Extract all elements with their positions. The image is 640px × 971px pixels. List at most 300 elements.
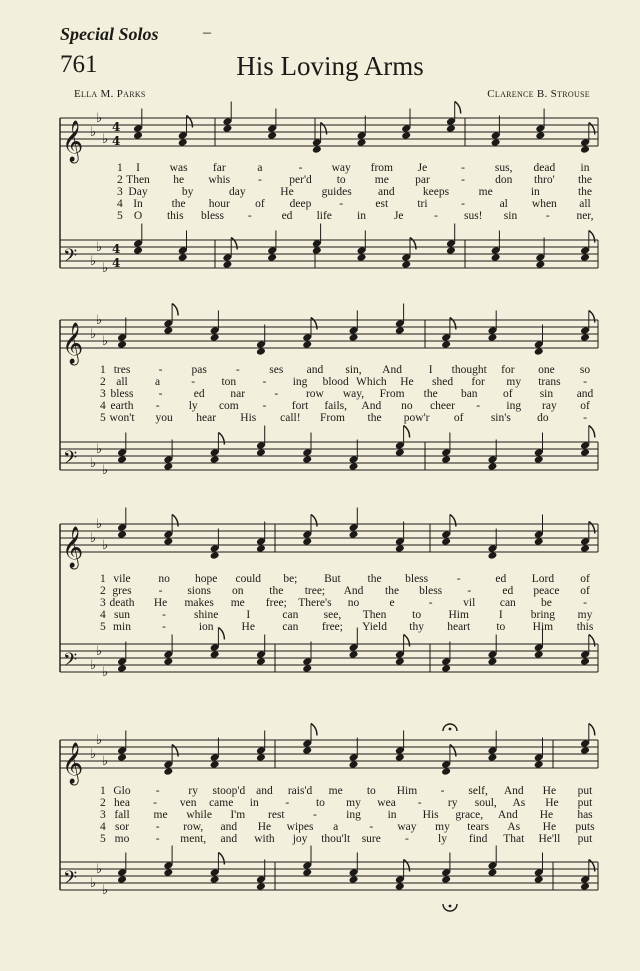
verse-number: 1 [117,162,123,174]
lyric-word: fails, [324,400,348,412]
lyric-word: - [153,797,157,809]
note-head [267,124,277,133]
note-flag [589,231,595,243]
lyric-word: - [155,833,160,845]
lyric-word: - [545,210,550,222]
lyric-word: - [461,198,465,210]
lyric-word: heart [447,621,471,633]
flat-sign-icon: ♭ [96,240,103,255]
lyric-word: And [382,364,402,376]
lyric-word: in [580,162,590,174]
flat-sign-icon: ♭ [90,747,97,762]
lyric-word: the [577,174,593,186]
note-head [534,760,544,769]
lyric-word: pas [191,364,207,376]
note-head [535,260,545,269]
note-head [267,131,277,140]
lyric-word: trans [538,376,561,388]
lyric-word: ed [502,585,514,597]
verse-number: 3 [117,186,123,198]
lyric-word: - [405,833,409,845]
lyric-word: ner, [576,210,594,222]
lyric-line [0,621,640,635]
note-head [222,117,232,126]
lyric-word: cheer [430,400,455,412]
note-head [302,530,312,539]
lyric-word: from [370,162,393,174]
note-head [210,643,220,652]
fermata-icon [443,904,457,911]
lyric-word: And [361,400,382,412]
note-head [210,544,220,553]
verse-number: 2 [100,797,106,809]
note-head [534,455,544,464]
lyric-word: gres [112,585,132,597]
note-head [163,861,173,870]
note-head [312,239,322,248]
lyric-word: Him [448,609,469,621]
note-flag [187,116,193,128]
lyric-word: thro' [534,174,555,186]
note-head [580,138,590,147]
verse-number: 5 [100,833,106,845]
flat-sign-icon: ♭ [90,658,97,673]
lyric-word: He [241,621,255,633]
lyric-word: - [298,162,303,174]
note-head [133,131,143,140]
lyric-word: one [538,364,555,376]
lyric-word: ed [281,210,293,222]
flat-sign-icon: ♭ [102,334,109,349]
verse-number: 3 [100,388,106,400]
note-head [441,530,451,539]
lyric-word: O [133,210,143,222]
lyric-word: while [186,809,212,821]
note-head [580,650,590,659]
note-head [210,455,220,464]
note-head [349,333,359,342]
lyric-word: He [280,186,294,198]
lyric-word: I'm [230,809,246,821]
author-credit: Ella M. Parks [74,88,146,100]
lyric-word: all [116,376,128,388]
note-head [395,650,405,659]
lyric-word: He'll [538,833,561,845]
lyric-word: - [257,174,262,186]
note-head [302,340,312,349]
note-head [395,875,405,884]
lyric-word: way [397,821,417,833]
note-head [302,455,312,464]
lyric-word: rais'd [287,785,313,797]
note-head [395,448,405,457]
note-head [487,868,497,877]
note-head [395,319,405,328]
lyric-word: That [503,833,525,845]
note-head [117,868,127,877]
note-head [487,455,497,464]
note-head [256,650,266,659]
lyric-word: deep [289,198,312,210]
note-head [210,551,220,560]
lyric-word: be [540,597,552,609]
note-head [349,760,359,769]
note-head [178,253,188,262]
note-head [487,746,497,755]
lyric-word: - [467,585,472,597]
lyric-word: He [400,376,414,388]
note-head [210,448,220,457]
note-head [441,657,451,666]
lyric-word: As [507,821,521,833]
lyric-word: won't [109,412,135,424]
lyric-word: could [235,573,262,585]
note-head [534,875,544,884]
note-head [580,746,590,755]
note-head [395,882,405,891]
note-head [534,643,544,652]
note-head [441,868,451,877]
lyric-word: But [324,573,341,585]
note-head [302,537,312,546]
lyric-word: He [153,597,168,609]
lyric-word: to [336,174,346,186]
note-head [117,530,127,539]
note-head [446,239,456,248]
note-head [163,537,173,546]
verse-number: 3 [100,809,106,821]
note-head [395,746,405,755]
lyric-word: on [232,585,244,597]
lyric-word: of [580,400,590,412]
lyric-word: I [136,162,140,174]
lyric-word: sin, [345,364,362,376]
note-head [487,753,497,762]
lyric-word: nar [230,388,246,400]
note-flag [404,426,410,438]
lyric-word: per'd [289,174,312,186]
lyric-word: for [501,364,515,376]
flat-sign-icon: ♭ [90,254,97,269]
time-signature: 4 [112,120,121,134]
lyric-word: As [512,797,526,809]
fermata-dot [449,905,452,908]
flat-sign-icon: ♭ [102,132,109,147]
note-head [178,138,188,147]
flat-sign-icon: ♭ [90,456,97,471]
note-head [441,760,451,769]
lyric-word: - [461,162,465,174]
lyric-word: - [440,785,445,797]
lyric-word: my [346,797,361,809]
note-head [580,326,590,335]
note-head [534,448,544,457]
section-label: Special Solos [60,24,159,44]
lyric-word: can [282,621,299,633]
note-head [302,664,312,673]
lyric-word: peace [533,585,560,597]
verse-number: 5 [117,210,123,222]
note-head [580,882,590,891]
lyric-word: tears [467,821,489,833]
bass-clef-icon: 𝄢 [63,448,78,473]
lyric-word: puts [575,821,595,833]
lyric-word: Him [396,785,418,797]
note-head [441,340,451,349]
lyric-word: His [240,412,257,424]
note-head [441,448,451,457]
lyric-word: can [499,597,516,609]
note-head [535,131,545,140]
lyric-word: this [166,210,184,222]
note-head [210,868,220,877]
lyric-word: - [162,621,166,633]
verse-number: 4 [100,400,106,412]
lyric-word: no [347,597,360,609]
lyric-word: wipes [286,821,314,833]
note-head [491,246,501,255]
lyric-word: so [579,364,591,376]
note-flag [231,238,237,250]
note-flag [589,635,595,647]
lyric-word: came [209,797,234,809]
lyric-word: and [576,388,594,400]
lyric-word: - [339,198,344,210]
lyric-word: com [218,400,239,412]
lyric-word: in [387,809,397,821]
lyric-word: Then [126,174,150,186]
lyric-word: bless [110,388,134,400]
lyric-word: sin [539,388,554,400]
lyric-word: - [461,174,465,186]
lyric-word: - [155,400,160,412]
note-head [210,333,220,342]
note-flag [218,433,224,445]
lyric-word: thought [451,364,487,376]
lyric-line [0,412,640,426]
lyric-word: see, [323,609,342,621]
lyric-word: keeps [422,186,450,198]
lyric-word: - [417,797,422,809]
note-flag [589,860,595,872]
note-head [256,544,266,553]
lyric-word: al [499,198,508,210]
lyric-word: - [235,364,240,376]
lyric-word: He [539,809,554,821]
lyric-word: - [274,388,279,400]
lyric-word: - [191,376,196,388]
note-head [401,124,411,133]
lyric-word: no [158,573,170,585]
lyric-word: And [503,785,524,797]
time-signature: 4 [112,134,121,148]
note-head [349,868,359,877]
lyric-word: row, [183,821,204,833]
note-head [491,131,501,140]
flat-sign-icon: ♭ [102,463,109,478]
note-head [535,124,545,133]
verse-number: 4 [117,198,123,210]
lyric-word: way, [342,388,365,400]
lyric-word: far [212,162,226,174]
lyric-word: when [531,198,557,210]
lyric-word: ing [346,809,361,821]
lyric-word: shine [194,609,219,621]
note-head [395,326,405,335]
lyric-word: way [331,162,351,174]
note-head [487,650,497,659]
lyric-word: my [435,821,450,833]
lyric-word: min [113,621,131,633]
note-head [534,530,544,539]
lyric-word: - [262,400,267,412]
lyric-word: Glo [113,785,131,797]
lyric-word: you [155,412,173,424]
lyric-word: the [171,198,186,210]
lyric-word: - [583,597,587,609]
note-head [117,455,127,464]
lyric-word: hope [194,573,218,585]
note-head [441,875,451,884]
lyric-word: ion [198,621,214,633]
lyric-word: and [220,821,238,833]
lyric-word: tree; [304,585,326,597]
note-flag [589,724,595,736]
note-head [302,333,312,342]
lyric-word: - [155,821,160,833]
lyric-word: blood [322,376,349,388]
note-head [133,246,143,255]
lyric-word: has [577,809,593,821]
note-flag [311,515,317,527]
lyric-word: sin's [490,412,511,424]
note-flag [589,426,595,438]
lyric-word: ban [460,388,478,400]
verse-number: 2 [100,585,106,597]
note-head [349,462,359,471]
lyric-word: sor [114,821,130,833]
lyric-word: From [379,388,405,400]
note-head [395,537,405,546]
lyric-word: bring [530,609,556,621]
note-flag [410,238,416,250]
note-head [117,448,127,457]
lyric-word: and [378,186,395,198]
note-head [401,131,411,140]
lyric-word: in [249,797,259,809]
note-head [487,657,497,666]
fermata-dot [449,728,452,731]
note-head [256,347,266,356]
note-head [441,767,451,776]
lyric-word: e [389,597,395,609]
lyric-word: vile [113,573,131,585]
lyric-word: and [306,364,324,376]
note-head [487,861,497,870]
lyric-word: bless [201,210,224,222]
lyric-word: - [583,376,587,388]
note-flag [172,304,178,316]
note-head [302,861,312,870]
note-flag [455,102,461,114]
lyric-word: by [181,186,194,198]
note-head [580,544,590,553]
note-head [117,753,127,762]
verse-number: 3 [100,597,106,609]
flat-sign-icon: ♭ [90,327,97,342]
note-head [163,455,173,464]
note-head [349,643,359,652]
note-head [302,868,312,877]
note-head [117,333,127,342]
verse-number: 5 [100,621,106,633]
lyric-word: was [169,162,188,174]
note-flag [589,123,595,135]
lyric-word: I [246,609,251,621]
lyric-word: hear [196,412,217,424]
lyric-line [0,833,640,847]
treble-clef-icon: 𝄞 [62,323,84,364]
lyric-word: In [133,198,143,210]
lyric-word: a [333,821,339,833]
lyric-word: joy [292,833,308,845]
lyric-word: makes [184,597,214,609]
lyric-word: ed [495,573,507,585]
note-flag [311,724,317,736]
note-flag [589,522,595,534]
lyric-word: Day [128,186,148,198]
note-head [256,448,266,457]
lyric-word: me [328,785,343,797]
note-head [302,657,312,666]
note-head [312,145,322,154]
note-head [117,664,127,673]
note-head [302,746,312,755]
note-head [534,347,544,356]
verse-number: 5 [100,412,106,424]
note-head [117,523,127,532]
note-head [446,124,456,133]
lyric-word: of [580,573,590,585]
lyric-word: From [319,412,345,424]
note-head [210,650,220,659]
note-head [163,530,173,539]
lyric-word: he [173,174,185,186]
flat-sign-icon: ♭ [102,665,109,680]
lyric-word: ly [188,400,198,412]
lyric-word: to [366,785,376,797]
lyric-word: fall [114,809,130,821]
lyric-word: - [155,785,160,797]
lyric-word: self, [468,785,488,797]
lyric-word: whis [208,174,231,186]
lyric-word: life [316,210,332,222]
note-flag [311,318,317,330]
lyric-word: - [476,400,481,412]
lyric-word: I [498,609,503,621]
lyric-word: bless [405,573,429,585]
note-head [302,448,312,457]
lyric-word: the [367,573,382,585]
verse-number: 4 [100,609,106,621]
note-head [210,760,220,769]
lyric-word: guides [321,186,352,198]
note-head [580,537,590,546]
lyric-word: - [158,585,163,597]
lyric-word: - [434,210,438,222]
note-head [267,253,277,262]
flat-sign-icon: ♭ [96,644,103,659]
